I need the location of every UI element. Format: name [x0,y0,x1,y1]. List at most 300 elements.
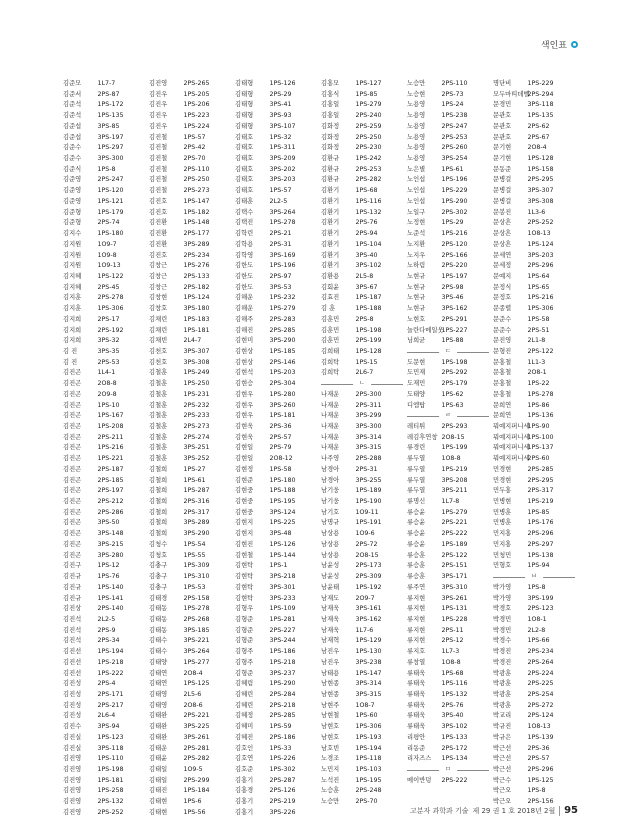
index-entry [407,626,489,637]
paper-code: 1PS-194 [355,744,382,752]
author-name: 노승만 [321,798,340,806]
section-divider [407,765,489,776]
author-name: 김호준 [235,766,254,773]
index-entry [493,583,575,594]
author-name: 류두열 [407,476,426,484]
paper-code: 2PS-247 [97,176,124,184]
index-entry [63,647,145,658]
paper-code: 1O9-13 [97,262,121,270]
index-entry [321,540,403,551]
author-name: 남진우 [321,658,340,666]
paper-code: 3PS-280 [97,551,124,559]
author-name: 류승훈 [407,562,426,570]
author-name: 김효진 [321,294,340,302]
index-entry [149,293,231,304]
paper-code: 2PS-273 [183,187,210,195]
paper-code: 2PS-283 [269,315,296,323]
index-entry [407,186,489,197]
index-entry [493,443,575,454]
paper-code: 1PS-110 [97,755,124,763]
paper-code: 2PS-53 [97,358,120,366]
index-entry [149,390,231,401]
paper-code: 2PS-192 [97,326,124,334]
index-entry [407,583,489,594]
paper-code: 3PS-301 [269,583,296,591]
paper-code: 2PS-264 [527,658,554,666]
index-entry [235,465,317,476]
section-letter: ㄹ [439,412,457,420]
paper-code: 2PS-281 [183,744,210,752]
index-entry [235,540,317,551]
index-entry [63,390,145,401]
author-name: 민병현 [493,498,512,506]
paper-code: 2PS-211 [97,433,124,441]
index-entry [63,594,145,605]
paper-code: 3PS-93 [269,112,292,120]
paper-code: 3PS-46 [441,294,464,302]
index-entry [407,100,489,111]
author-name: 도태양 [407,390,426,398]
paper-code: 1PS-198 [441,358,468,366]
paper-code: 1PS-181 [269,412,296,420]
paper-code: 1PS-103 [355,766,382,773]
index-entry [321,283,403,294]
author-name: 박광훈 [493,680,512,688]
paper-code: 2O8-15 [355,551,379,559]
section-letter: ㄴ [353,380,371,388]
author-name: 김호연 [235,755,254,763]
index-entry [407,722,489,733]
paper-code: 3PS-244 [269,637,296,645]
index-columns [63,79,575,819]
paper-code: 1L7-3 [441,648,460,656]
index-entry [235,679,317,690]
index-entry [493,100,575,111]
paper-code: 2PS-70 [355,798,378,806]
author-name: 도문현 [407,358,426,366]
author-name: 김준영 [63,197,82,205]
index-entry [493,518,575,529]
index-entry [235,529,317,540]
author-name: 김태형 [235,80,254,87]
author-name: 김준수 [63,144,82,152]
author-name: 류지호 [407,648,426,656]
author-name: 김준석 [63,101,82,109]
index-entry [149,561,231,572]
paper-code: 1PS-8 [527,787,546,795]
author-name: 노승훈 [321,787,340,795]
index-entry [493,186,575,197]
index-entry [493,454,575,465]
paper-code: 2PS-222 [441,530,468,538]
index-entry [493,272,575,283]
index-entry [493,604,575,615]
index-entry [407,208,489,219]
index-entry [321,240,403,251]
index-entry [149,175,231,186]
author-name: 박근오 [493,798,512,806]
author-name: 김철훈 [149,380,168,388]
author-name: 김환규 [321,165,340,173]
paper-code: 2PS-212 [97,498,124,506]
paper-code: 2PS-274 [183,433,210,441]
index-entry [321,293,403,304]
paper-code: 1PS-306 [527,305,554,313]
author-name: 도민재 [407,369,426,377]
journal-name: 고분자 과학과 기술 [409,806,469,815]
paper-code: 2PS-57 [269,433,292,441]
index-entry [493,175,575,186]
paper-code: 1PS-203 [269,369,296,377]
author-name: 남재욱 [321,605,340,613]
author-name: 류창열 [407,658,426,666]
index-entry [321,272,403,283]
author-name: 문홍철 [493,380,512,388]
index-entry [235,122,317,133]
author-name: 박경진 [493,658,512,666]
paper-code: 3PS-252 [183,455,210,463]
page-footer [410,805,578,816]
author-name: 노지환 [407,240,426,248]
author-name: 류승윤 [407,519,426,527]
author-name: 노용영 [407,155,426,163]
index-entry [63,229,145,240]
index-entry [149,658,231,669]
author-name: 김택수 [235,208,254,216]
index-entry [407,647,489,658]
paper-code: 3PS-197 [97,133,124,141]
index-entry [63,293,145,304]
index-entry [321,615,403,626]
index-entry [149,358,231,369]
author-name: 김태양 [149,658,168,666]
paper-code: 1L4-1 [97,369,116,377]
author-name: 김태수 [149,648,168,656]
index-entry [407,776,489,787]
author-name: 김진곤 [63,423,82,430]
author-name: 김진우 [149,90,168,98]
author-name: 명단비 [493,80,512,87]
paper-code: 1PS-280 [269,390,296,398]
author-name: 노용영 [407,144,426,152]
index-entry [235,197,317,208]
index-entry [149,626,231,637]
index-entry [149,411,231,422]
paper-code: 3PS-290 [269,337,296,345]
author-name: 김창현 [149,294,168,302]
author-name: 문준수 [493,326,512,334]
author-name: 김진곤 [63,498,82,506]
index-entry [235,669,317,680]
author-name: 김혜진 [235,733,254,741]
index-entry [321,143,403,154]
author-name: 김한도 [235,262,254,270]
author-name: 김진영 [63,776,82,784]
paper-code: 1PS-65 [527,283,550,291]
index-entry [321,197,403,208]
index-entry [407,283,489,294]
paper-code: 2PS-252 [527,219,554,227]
index-entry [235,326,317,337]
author-name: 박근오 [493,787,512,795]
author-name: 박규은 [493,733,512,741]
paper-code: 2PS-146 [269,358,296,366]
author-name: 김홍기 [235,798,254,806]
paper-code: 1PS-148 [183,219,210,227]
paper-code: 1PS-126 [269,540,296,548]
index-entry [493,529,575,540]
paper-code: 1PS-290 [441,197,468,205]
paper-code: 1PS-116 [441,680,468,688]
paper-code: 2PS-296 [527,262,554,270]
paper-code: 1PS-188 [355,305,382,313]
index-entry [493,90,575,101]
index-entry [149,368,231,379]
author-name: 문병걸 [493,176,512,184]
paper-code: 2PS-234 [527,648,554,656]
author-name: 김현승 [235,380,254,388]
author-name: 김창근 [149,272,168,280]
index-entry [149,572,231,583]
author-name: 김형주 [235,648,254,656]
author-name: 김혜미 [235,723,254,731]
index-entry [63,615,145,626]
paper-code: 1PS-132 [355,208,382,216]
author-name: 김채빈 [149,337,168,345]
author-name: 김현지 [235,519,254,527]
paper-code: 3PS-233 [269,594,296,602]
index-entry [407,304,489,315]
author-name: 김철희 [149,498,168,506]
paper-code: 1PS-225 [269,519,296,527]
paper-code: 2PS-42 [183,144,206,152]
paper-code: 2PS-36 [527,744,550,752]
author-name: 김준섭 [63,133,82,141]
index-entry [321,626,403,637]
author-name: 김천호 [149,347,168,355]
index-entry [149,197,231,208]
paper-code: 2PS-221 [183,712,210,720]
paper-code: 2PS-296 [527,766,554,773]
paper-code: 2PS-259 [355,122,382,130]
author-name: 김준영 [63,176,82,184]
index-entry [407,615,489,626]
index-entry [407,175,489,186]
paper-code: 2O8-12 [269,455,293,463]
index-entry [149,433,231,444]
author-name: 김지훈 [63,305,82,313]
paper-code: 1PS-219 [527,498,554,506]
index-entry [493,79,575,90]
paper-code: 1PS-311 [269,144,296,152]
paper-code: 1PS-223 [183,112,210,120]
author-name: 김진선 [63,658,82,666]
author-name: 김 진 [63,347,78,355]
paper-code: 2PS-253 [441,133,468,141]
paper-code: 2PS-9 [97,626,116,634]
author-name: 김호인 [235,744,254,752]
paper-code: 2PS-272 [527,701,554,709]
index-entry [149,690,231,701]
author-name: 김채린 [149,315,168,323]
paper-code: 1PS-61 [183,476,206,484]
paper-code: 1PS-231 [183,390,210,398]
index-entry [63,336,145,347]
author-name: 김진석 [63,637,82,645]
paper-code: 2PS-126 [269,787,296,795]
author-name: 남상용 [321,551,340,559]
index-entry [149,679,231,690]
paper-code: 2PS-186 [269,733,296,741]
paper-code: 1PS-85 [355,90,378,98]
paper-code: 1PS-64 [527,272,550,280]
index-entry [149,476,231,487]
author-name: 김진곤 [63,465,82,473]
index-entry [407,679,489,690]
paper-code: 3PS-255 [355,476,382,484]
author-name: 남현종 [321,690,340,698]
paper-code: 2PS-252 [97,808,124,816]
index-entry [407,551,489,562]
paper-code: 2PS-217 [97,701,124,709]
index-entry [63,658,145,669]
paper-code: 1PS-132 [441,690,468,698]
index-entry [321,711,403,722]
author-name: 김진상 [63,605,82,613]
index-entry [321,754,403,765]
author-name: 김현미 [235,337,254,345]
author-name: 김환기 [321,230,340,238]
index-entry [149,79,231,90]
paper-code: 2PS-74 [97,219,120,227]
paper-code: 2PS-8 [355,315,374,323]
paper-code: 1PS-222 [97,669,124,677]
index-entry [235,497,317,508]
paper-code: 1PS-198 [355,326,382,334]
author-name: 김태형 [235,90,254,98]
index-entry [407,218,489,229]
index-entry [63,433,145,444]
paper-code: 2PS-187 [97,465,124,473]
author-name: 김태호 [235,187,254,195]
index-entry [235,744,317,755]
author-name: 김회윤 [321,283,340,291]
paper-code: 3PS-315 [355,444,382,452]
author-name: 김태완 [149,733,168,741]
paper-code: 2PS-166 [441,251,468,259]
paper-code: 1PS-206 [183,101,210,109]
paper-code: 3PS-308 [183,358,210,366]
index-entry [407,690,489,701]
author-name: 김청호 [149,551,168,559]
author-name: 류승훈 [407,573,426,581]
index-entry [235,594,317,605]
paper-code: 2PS-36 [269,423,292,430]
author-name: 김현철 [235,551,254,559]
paper-code: 2PS-295 [527,476,554,484]
index-entry [235,111,317,122]
index-entry [493,401,575,412]
index-entry [149,583,231,594]
paper-code: 1PS-158 [527,165,554,173]
author-name: 김지수 [63,230,82,238]
index-entry [63,379,145,390]
index-entry [493,776,575,787]
paper-code: 1PS-22 [527,380,550,388]
index-entry [63,208,145,219]
paper-code: 1PS-279 [441,508,468,516]
paper-code: 2PS-282 [183,755,210,763]
author-name: 김진성 [63,712,82,720]
section-divider [493,572,575,583]
paper-code: 3PS-315 [355,690,382,698]
index-entry [63,283,145,294]
author-name: 김혜정 [235,712,254,720]
paper-code: 1PS-249 [183,369,210,377]
index-entry [493,690,575,701]
index-entry [321,79,403,90]
paper-code: 2PS-31 [355,465,378,473]
paper-code: 3PS-215 [97,540,124,548]
index-entry [235,443,317,454]
index-entry [63,326,145,337]
index-entry [321,797,403,808]
index-entry [63,808,145,819]
author-name: 님희균 [407,337,426,345]
author-name: 김철훈 [149,401,168,409]
paper-code: 1PS-218 [97,658,124,666]
index-entry [407,701,489,712]
author-name: 김태완 [149,723,168,731]
author-name: 김학린 [235,230,254,238]
paper-code: 3PS-211 [441,487,468,495]
paper-code: 1PS-94 [527,562,550,570]
author-name: 김태진 [149,787,168,795]
paper-code: 1PS-219 [441,465,468,473]
paper-code: 1PS-58 [269,465,292,473]
author-name: 문병걸 [493,197,512,205]
paper-code: 1PS-68 [441,669,464,677]
paper-code: 1PS-306 [355,723,382,731]
paper-code: 2PS-297 [527,540,554,548]
index-entry [149,776,231,787]
paper-code: 2PS-234 [183,251,210,259]
index-entry [321,572,403,583]
index-entry [407,433,489,444]
index-entry [149,486,231,497]
index-entry [493,561,575,572]
author-name: 레티튀 [407,423,426,430]
author-name: 노현규 [407,283,426,291]
paper-code: 2PS-299 [183,776,210,784]
author-name: 문희연 [493,401,512,409]
author-name: 김진철 [149,187,168,195]
index-entry [407,636,489,647]
author-name: 김철희 [149,476,168,484]
paper-code: 2PS-311 [355,401,382,409]
author-name: 김환규 [321,155,340,163]
index-entry [493,765,575,776]
index-entry [493,240,575,251]
paper-code: 1PS-186 [269,648,296,656]
paper-code: 2PS-260 [441,144,468,152]
index-entry [149,90,231,101]
index-entry [407,379,489,390]
paper-code: 2PS-278 [97,294,124,302]
paper-code: 1PS-15 [355,358,378,366]
index-entry [321,336,403,347]
author-name: 노용영 [407,101,426,109]
